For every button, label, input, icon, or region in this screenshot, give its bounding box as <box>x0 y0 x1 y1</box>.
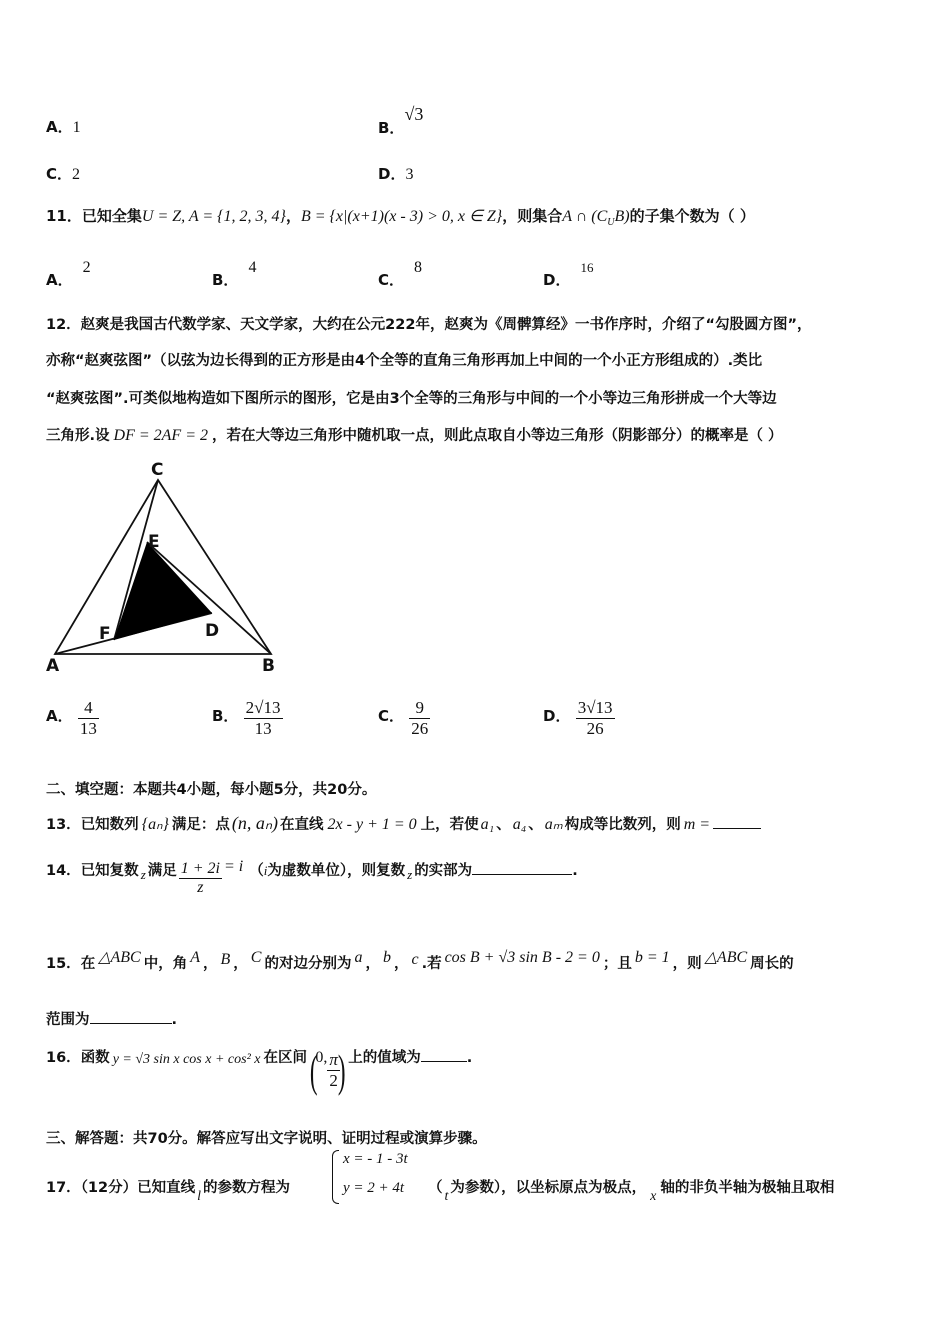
label-b: B <box>262 656 275 676</box>
option-value: 8 <box>414 259 423 276</box>
numerator: 9 <box>409 698 430 719</box>
numerator: 4 <box>78 698 99 719</box>
numerator: 3√13 <box>577 698 613 717</box>
text: ， <box>365 956 380 972</box>
text: 轴的非负半轴为极轴且取相 <box>660 1180 835 1196</box>
answer-blank <box>421 1061 467 1062</box>
option-label: C． <box>378 707 405 725</box>
q10-option-d <box>378 163 413 184</box>
math-a4: a₄ <box>512 816 527 833</box>
text: 上的值域为 <box>348 1049 421 1066</box>
question-number: 13． <box>46 817 81 833</box>
text: 满足 <box>147 862 177 879</box>
q12-option-a <box>46 698 99 739</box>
text: （ <box>428 1180 443 1196</box>
numerator: 1 + 2i <box>180 860 220 877</box>
denominator: 13 <box>254 719 272 738</box>
system-brace <box>332 1150 339 1204</box>
text: 已知复数 <box>80 862 139 879</box>
q11-option-b <box>212 256 257 289</box>
fraction <box>409 698 430 739</box>
q12-line-1: 12．赵爽是我国古代数学家、天文学家，大约在公元222年，赵爽为《周髀算经》一书作序时，介绍了“勾股圆方图”， <box>46 317 812 333</box>
q11-option-c <box>378 256 423 289</box>
text: ， <box>203 956 218 972</box>
text: （12分）已知直线 <box>80 1180 196 1196</box>
answer-blank <box>90 1023 172 1024</box>
q10-option-c <box>46 163 80 184</box>
text: 、 <box>496 817 511 833</box>
label-d: D <box>205 621 220 641</box>
math-eq: = i <box>224 857 244 875</box>
math-seq: {aₙ} <box>141 816 169 833</box>
numerator: π <box>329 1050 338 1069</box>
text: 为虚数单位），则复数 <box>267 862 406 879</box>
text: . <box>171 1012 178 1028</box>
math-i: i <box>263 862 268 878</box>
denominator: z <box>197 879 204 896</box>
math-l: l <box>197 1189 202 1204</box>
denominator: 26 <box>586 719 604 738</box>
math-a1: a₁ <box>480 816 495 833</box>
text: ；且 <box>602 956 632 972</box>
q12-option-b <box>212 698 283 739</box>
text: 的参数方程为 <box>203 1180 291 1196</box>
q11-option-d <box>543 256 594 289</box>
q13-stem <box>46 813 761 834</box>
section-2-heading: 二、填空题：本题共4小题，每小题5分，共20分。 <box>46 782 377 798</box>
fraction <box>78 698 99 739</box>
text: 的实部为 <box>414 862 473 879</box>
triangle-figure <box>40 455 290 680</box>
text: ， <box>285 207 301 225</box>
option-label: C． <box>378 271 405 289</box>
math-z: z <box>407 866 413 882</box>
math-sub: U <box>607 217 615 228</box>
math-side-b: b <box>382 949 391 966</box>
denominator: 2 <box>329 1071 338 1090</box>
option-label: A． <box>46 118 73 136</box>
denominator: 26 <box>411 719 429 738</box>
q14-stem <box>46 857 578 897</box>
text: ，则集合 <box>502 207 563 225</box>
q12-line-3: “赵爽弦图”.可类似地构造如下图所示的图形，它是由3个全等的三角形与中间的一个小等边三角形拼成一个大等边 <box>46 391 777 407</box>
option-label: B． <box>212 707 239 725</box>
math-expr: B) <box>614 208 630 225</box>
text: ，若在大等边三角形中随机取一点，则此点取自小等边三角形（阴影部分）的概率是（ ） <box>211 428 783 444</box>
answer-blank <box>472 874 572 875</box>
q17-stem-continued <box>428 1176 835 1204</box>
option-value: 2 <box>72 166 81 183</box>
text: 的子集个数为（ ） <box>629 207 755 225</box>
math-triangle: △ABC <box>704 949 748 966</box>
q17-stem <box>46 1176 291 1204</box>
label-c: C <box>151 460 164 480</box>
math-interval: 0, <box>315 1048 328 1066</box>
text: ， <box>233 956 248 972</box>
math-eq: cos B + √3 sin B - 2 = 0 <box>444 949 600 966</box>
q10-option-a <box>46 116 81 137</box>
label-a: A <box>46 656 60 676</box>
math-x: x <box>650 1189 657 1204</box>
text: 满足：点 <box>171 817 230 833</box>
math-expr: A ∩ (C <box>562 208 608 225</box>
text: 中，角 <box>143 956 188 972</box>
math-am: aₘ <box>544 816 563 833</box>
question-number: 16． <box>46 1049 81 1066</box>
q15-stem <box>46 949 794 973</box>
denominator: 13 <box>79 719 97 738</box>
section-3-heading: 三、解答题：共70分。解答应写出文字说明、证明过程或演算步骤。 <box>46 1131 487 1147</box>
option-value: 16 <box>580 260 594 275</box>
math-side-a: a <box>354 949 363 966</box>
math-func: y = √3 sin x cos x + cos² x <box>112 1051 261 1067</box>
q10-option-b <box>378 104 424 137</box>
text: 已知数列 <box>80 817 139 833</box>
text: 为参数），以坐标原点为极点， <box>450 1180 647 1196</box>
option-value: √3 <box>404 104 424 124</box>
math-side-c: c <box>411 951 419 968</box>
q12-option-d <box>543 698 615 739</box>
param-eq-y: y = 2 + 4t <box>343 1180 405 1196</box>
option-label: D． <box>543 707 571 725</box>
option-label: B． <box>212 271 239 289</box>
paren-right: ) <box>337 1045 346 1096</box>
text: . <box>466 1049 473 1066</box>
option-value: 3 <box>405 166 414 183</box>
text: （ <box>249 862 264 879</box>
text: 在区间 <box>263 1049 307 1066</box>
math-set-b: B = {x|(x+1)(x - 3) > 0, x ∈ Z} <box>300 208 503 225</box>
option-value: 1 <box>72 119 81 136</box>
text: 在直线 <box>280 817 324 833</box>
option-label: D． <box>543 271 571 289</box>
text: 、 <box>528 817 543 833</box>
question-number: 17． <box>46 1180 81 1196</box>
math-point: (n, aₙ) <box>231 813 279 833</box>
question-number: 11． <box>46 207 82 225</box>
option-label: C． <box>46 165 73 183</box>
text: 周长的 <box>750 956 794 972</box>
option-label: D． <box>378 165 406 183</box>
q11-stem <box>46 205 755 228</box>
math-m: m = <box>683 816 711 833</box>
q12-option-c <box>378 698 430 739</box>
q12-line-4 <box>46 424 783 445</box>
option-label: B． <box>378 119 405 137</box>
answer-blank <box>713 828 761 829</box>
label-f: F <box>99 624 111 644</box>
math-line: 2x - y + 1 = 0 <box>327 816 417 833</box>
math-expr: DF = 2AF = 2 <box>113 427 208 444</box>
q11-option-a <box>46 256 91 289</box>
math-triangle: △ABC <box>98 949 141 966</box>
text: 已知全集 <box>81 207 142 225</box>
option-value: 2 <box>82 259 91 276</box>
math-set-u: U = Z, A = {1, 2, 3, 4} <box>141 208 286 225</box>
text: 上，若使 <box>420 817 479 833</box>
q12-line-2: 亦称“赵爽弦图”（以弦为边长得到的正方形是由4个全等的直角三角形再加上中间的一个小正方形组成的）.类比 <box>46 353 763 369</box>
text: .若 <box>421 956 442 972</box>
fraction <box>576 698 615 739</box>
text: 三角形.设 <box>46 428 110 444</box>
text: 范围为 <box>46 1012 90 1028</box>
text: 在 <box>80 956 96 972</box>
math-b: B <box>220 951 231 968</box>
label-e: E <box>148 532 160 552</box>
text: 函数 <box>80 1049 110 1066</box>
math-t: t <box>444 1189 449 1204</box>
text: ， <box>393 956 409 972</box>
math-b-eq: b = 1 <box>634 949 670 966</box>
fraction <box>179 860 222 897</box>
option-value: 4 <box>248 259 257 276</box>
question-number: 15． <box>46 956 81 972</box>
math-c: C <box>250 949 262 966</box>
q16-stem <box>46 1044 472 1097</box>
paren-left: ( <box>309 1045 318 1096</box>
text: . <box>572 862 578 879</box>
math-a: A <box>190 949 200 966</box>
numerator: 2√13 <box>245 698 281 717</box>
text: ，则 <box>672 956 702 972</box>
math-z: z <box>140 866 146 882</box>
fraction <box>244 698 283 739</box>
param-eq-x: x = - 1 - 3t <box>343 1151 408 1167</box>
q15-line-2 <box>46 1008 177 1029</box>
question-number: 14． <box>46 862 81 879</box>
option-label: A． <box>46 707 73 725</box>
option-label: A． <box>46 271 73 289</box>
text: 构成等比数列，则 <box>564 817 681 833</box>
text: 的对边分别为 <box>264 956 352 972</box>
